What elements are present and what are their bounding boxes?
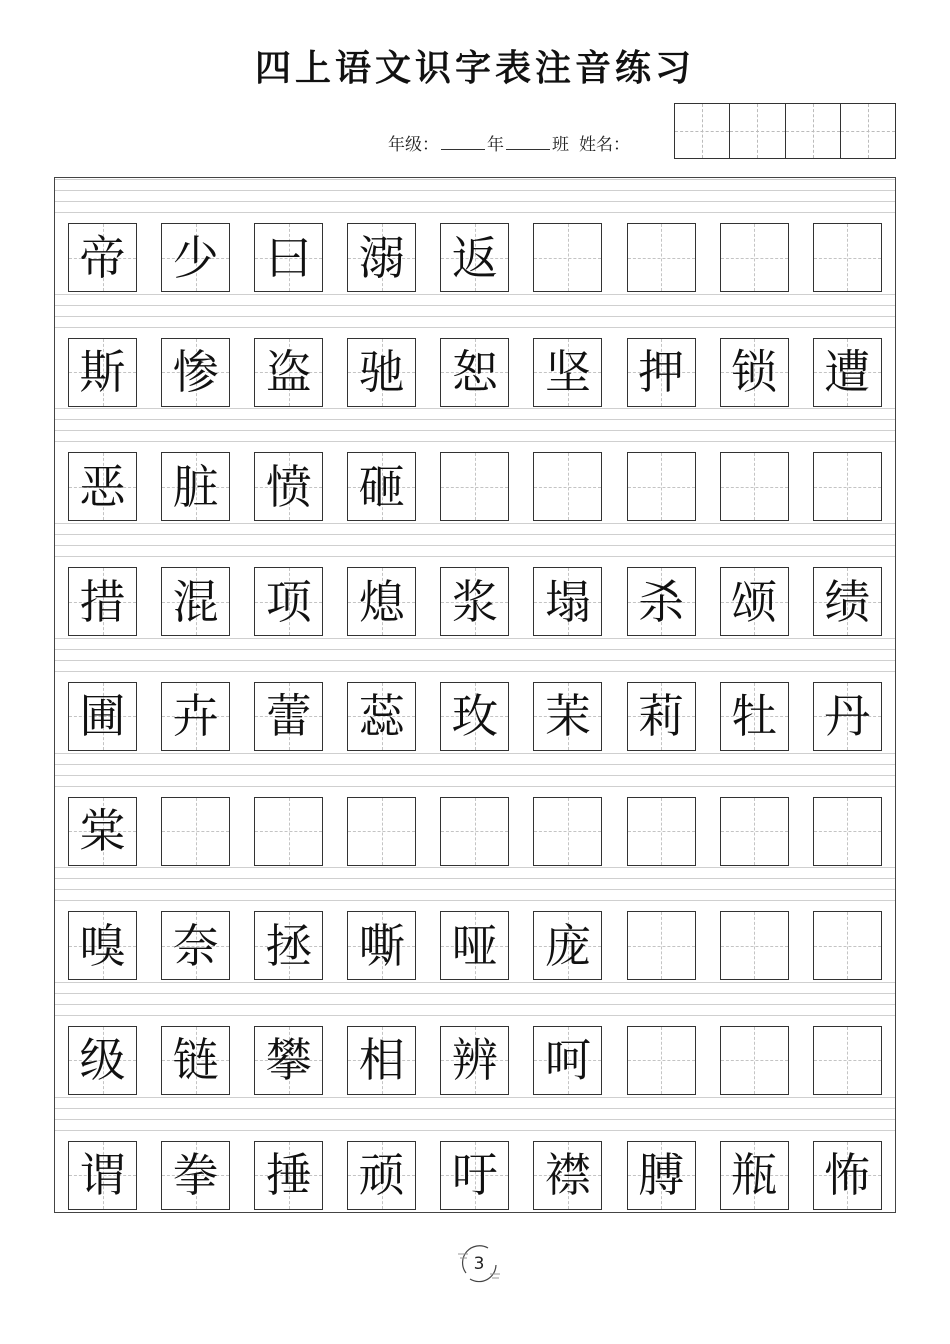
practice-character: 押 [638, 345, 685, 400]
practice-character [721, 453, 788, 520]
practice-character: 级 [79, 1033, 126, 1088]
tianzige-cell[interactable] [813, 911, 882, 980]
practice-character [814, 912, 881, 979]
pinyin-lines[interactable] [55, 638, 895, 684]
practice-character [814, 798, 881, 865]
student-info [388, 130, 630, 155]
character-row [68, 797, 882, 867]
pinyin-lines[interactable] [55, 179, 895, 225]
practice-character: 恶 [79, 459, 126, 514]
tianzige-cell[interactable] [533, 1141, 602, 1210]
practice-character: 莉 [638, 689, 685, 744]
practice-character: 返 [451, 230, 498, 285]
grade-blank[interactable] [441, 135, 485, 150]
practice-character: 奈 [172, 918, 219, 973]
tianzige-cell[interactable] [161, 797, 230, 866]
tianzige-cell[interactable] [533, 682, 602, 751]
practice-character: 措 [79, 574, 126, 629]
tianzige-cell[interactable] [161, 452, 230, 521]
practice-character: 吁 [451, 1148, 498, 1203]
practice-character: 顽 [358, 1148, 405, 1203]
practice-character: 斯 [79, 345, 126, 400]
tianzige-cell[interactable] [161, 682, 230, 751]
practice-character [348, 798, 415, 865]
practice-character [814, 1027, 881, 1094]
practice-character: 杀 [638, 574, 685, 629]
tianzige-cell[interactable] [813, 223, 882, 292]
tianzige-cell[interactable] [254, 682, 323, 751]
practice-character [162, 798, 229, 865]
practice-character: 项 [265, 574, 312, 629]
practice-character: 脏 [172, 459, 219, 514]
tianzige-cell[interactable] [813, 1026, 882, 1095]
tianzige-cell[interactable] [254, 1026, 323, 1095]
tianzige-cell[interactable] [440, 452, 509, 521]
tianzige-cell[interactable] [720, 797, 789, 866]
tianzige-cell[interactable] [440, 567, 509, 636]
practice-character: 溺 [358, 230, 405, 285]
character-row [68, 567, 882, 637]
tianzige-cell[interactable] [347, 223, 416, 292]
tianzige-cell[interactable] [533, 223, 602, 292]
tianzige-cell[interactable] [68, 797, 137, 866]
practice-character: 塌 [544, 574, 591, 629]
tianzige-cell[interactable] [813, 797, 882, 866]
tianzige-cell[interactable] [627, 223, 696, 292]
practice-character: 盗 [265, 345, 312, 400]
tianzige-cell[interactable] [161, 567, 230, 636]
practice-character: 卉 [172, 689, 219, 744]
practice-character: 浆 [451, 574, 498, 629]
practice-character [814, 453, 881, 520]
practice-character: 哑 [451, 918, 498, 973]
page-title: 四上语文识字表注音练习 [254, 47, 695, 89]
practice-character: 混 [172, 574, 219, 629]
name-cell[interactable] [841, 104, 895, 158]
practice-character [628, 1027, 695, 1094]
tianzige-cell[interactable] [533, 911, 602, 980]
practice-character: 相 [358, 1033, 405, 1088]
practice-character [721, 1027, 788, 1094]
practice-character: 呵 [544, 1033, 591, 1088]
tianzige-cell[interactable] [347, 797, 416, 866]
tianzige-cell[interactable] [533, 1026, 602, 1095]
tianzige-cell[interactable] [347, 567, 416, 636]
name-label: 姓名： [579, 135, 630, 155]
character-row [68, 452, 882, 522]
practice-character [628, 453, 695, 520]
tianzige-cell[interactable] [440, 911, 509, 980]
tianzige-cell[interactable] [347, 452, 416, 521]
tianzige-cell[interactable] [627, 338, 696, 407]
practice-character [628, 912, 695, 979]
practice-character: 恕 [451, 345, 498, 400]
character-row [68, 338, 882, 408]
tianzige-cell[interactable] [627, 797, 696, 866]
practice-character: 帝 [79, 230, 126, 285]
tianzige-cell[interactable] [720, 1141, 789, 1210]
practice-character: 丹 [824, 689, 871, 744]
tianzige-cell[interactable] [813, 452, 882, 521]
tianzige-cell[interactable] [533, 797, 602, 866]
practice-character: 襟 [544, 1148, 591, 1203]
practice-character [628, 224, 695, 291]
practice-character [721, 912, 788, 979]
tianzige-cell[interactable] [68, 223, 137, 292]
tianzige-cell[interactable] [627, 682, 696, 751]
practice-character [534, 224, 601, 291]
practice-character: 圃 [79, 689, 126, 744]
tianzige-cell[interactable] [627, 1026, 696, 1095]
practice-character: 谓 [79, 1148, 126, 1203]
tianzige-cell[interactable] [68, 567, 137, 636]
practice-character [721, 224, 788, 291]
pinyin-lines[interactable] [55, 867, 895, 913]
practice-character [441, 453, 508, 520]
practice-character: 愤 [265, 459, 312, 514]
name-cell[interactable] [786, 104, 841, 158]
practice-character: 绩 [824, 574, 871, 629]
practice-character: 瓶 [731, 1148, 778, 1203]
practice-character: 砸 [358, 459, 405, 514]
practice-character: 攀 [265, 1033, 312, 1088]
practice-character: 捶 [265, 1148, 312, 1203]
pinyin-lines[interactable] [55, 982, 895, 1028]
tianzige-cell[interactable] [347, 1026, 416, 1095]
character-row [68, 911, 882, 981]
practice-character: 坚 [544, 345, 591, 400]
character-row [68, 223, 882, 293]
tianzige-cell[interactable] [720, 452, 789, 521]
tianzige-cell[interactable] [720, 338, 789, 407]
practice-character: 棠 [79, 804, 126, 858]
tianzige-cell[interactable] [627, 567, 696, 636]
tianzige-cell[interactable] [347, 911, 416, 980]
pinyin-lines[interactable] [55, 523, 895, 569]
tianzige-cell[interactable] [254, 338, 323, 407]
tianzige-cell[interactable] [254, 567, 323, 636]
tianzige-cell[interactable] [440, 1141, 509, 1210]
tianzige-cell[interactable] [68, 452, 137, 521]
tianzige-cell[interactable] [440, 682, 509, 751]
tianzige-cell[interactable] [813, 1141, 882, 1210]
practice-character: 蕊 [358, 689, 405, 744]
practice-character: 嘶 [358, 918, 405, 973]
pinyin-lines[interactable] [55, 1097, 895, 1143]
tianzige-cell[interactable] [161, 1141, 230, 1210]
tianzige-cell[interactable] [254, 452, 323, 521]
tianzige-cell[interactable] [720, 911, 789, 980]
tianzige-cell[interactable] [68, 1026, 137, 1095]
practice-character: 惨 [172, 345, 219, 400]
practice-character [255, 798, 322, 865]
class-label: 班 [552, 135, 569, 155]
tianzige-cell[interactable] [813, 338, 882, 407]
tianzige-cell[interactable] [68, 682, 137, 751]
tianzige-cell[interactable] [720, 1026, 789, 1095]
tianzige-cell[interactable] [440, 1026, 509, 1095]
practice-character: 嗅 [79, 918, 126, 973]
tianzige-cell[interactable] [720, 567, 789, 636]
year-label: 年 [487, 135, 504, 155]
tianzige-cell[interactable] [68, 911, 137, 980]
practice-character: 茉 [544, 689, 591, 744]
pinyin-lines[interactable] [55, 294, 895, 340]
tianzige-cell[interactable] [533, 338, 602, 407]
practice-character [628, 798, 695, 865]
tianzige-cell[interactable] [254, 1141, 323, 1210]
pinyin-lines[interactable] [55, 408, 895, 454]
character-row [68, 682, 882, 752]
practice-sheet [54, 177, 896, 1213]
tianzige-cell[interactable] [254, 223, 323, 292]
tianzige-cell[interactable] [627, 1141, 696, 1210]
tianzige-cell[interactable] [347, 338, 416, 407]
tianzige-cell[interactable] [68, 1141, 137, 1210]
tianzige-cell[interactable] [440, 797, 509, 866]
tianzige-cell[interactable] [813, 682, 882, 751]
tianzige-cell[interactable] [254, 797, 323, 866]
page-number-text: 3 [473, 1254, 485, 1274]
tianzige-cell[interactable] [347, 1141, 416, 1210]
practice-character: 熄 [358, 574, 405, 629]
class-blank[interactable] [506, 135, 550, 150]
character-row [68, 1026, 882, 1096]
practice-character: 链 [172, 1033, 219, 1088]
tianzige-cell[interactable] [161, 1026, 230, 1095]
tianzige-cell[interactable] [627, 452, 696, 521]
pinyin-lines[interactable] [55, 753, 895, 799]
tianzige-cell[interactable] [161, 338, 230, 407]
tianzige-cell[interactable] [440, 338, 509, 407]
tianzige-cell[interactable] [161, 223, 230, 292]
tianzige-cell[interactable] [161, 911, 230, 980]
practice-character: 庞 [544, 918, 591, 973]
practice-character: 锁 [731, 345, 778, 400]
practice-character: 颂 [731, 574, 778, 629]
grade-label: 年级： [388, 135, 439, 155]
name-cell[interactable] [730, 104, 785, 158]
practice-character: 辨 [451, 1033, 498, 1088]
practice-character [534, 453, 601, 520]
tianzige-cell[interactable] [254, 911, 323, 980]
tianzige-cell[interactable] [627, 911, 696, 980]
practice-character: 膊 [638, 1148, 685, 1203]
practice-character: 玫 [451, 689, 498, 744]
name-grid[interactable] [674, 103, 896, 159]
practice-character: 拳 [172, 1148, 219, 1203]
practice-character: 驰 [358, 345, 405, 400]
tianzige-cell[interactable] [533, 452, 602, 521]
practice-character: 拯 [265, 918, 312, 973]
page-number [458, 1243, 500, 1285]
practice-character: 遭 [824, 345, 871, 400]
practice-character: 怖 [824, 1148, 871, 1203]
practice-character: 少 [172, 230, 219, 285]
practice-character: 曰 [265, 230, 312, 285]
practice-character: 牡 [731, 689, 778, 744]
character-row [68, 1141, 882, 1211]
tianzige-cell[interactable] [440, 223, 509, 292]
practice-character [814, 224, 881, 291]
tianzige-cell[interactable] [533, 567, 602, 636]
tianzige-cell[interactable] [720, 223, 789, 292]
practice-character [441, 798, 508, 865]
practice-character [721, 798, 788, 865]
tianzige-cell[interactable] [68, 338, 137, 407]
practice-character: 蕾 [265, 689, 312, 744]
tianzige-cell[interactable] [347, 682, 416, 751]
practice-character [534, 798, 601, 865]
tianzige-cell[interactable] [813, 567, 882, 636]
name-cell[interactable] [675, 104, 730, 158]
tianzige-cell[interactable] [720, 682, 789, 751]
